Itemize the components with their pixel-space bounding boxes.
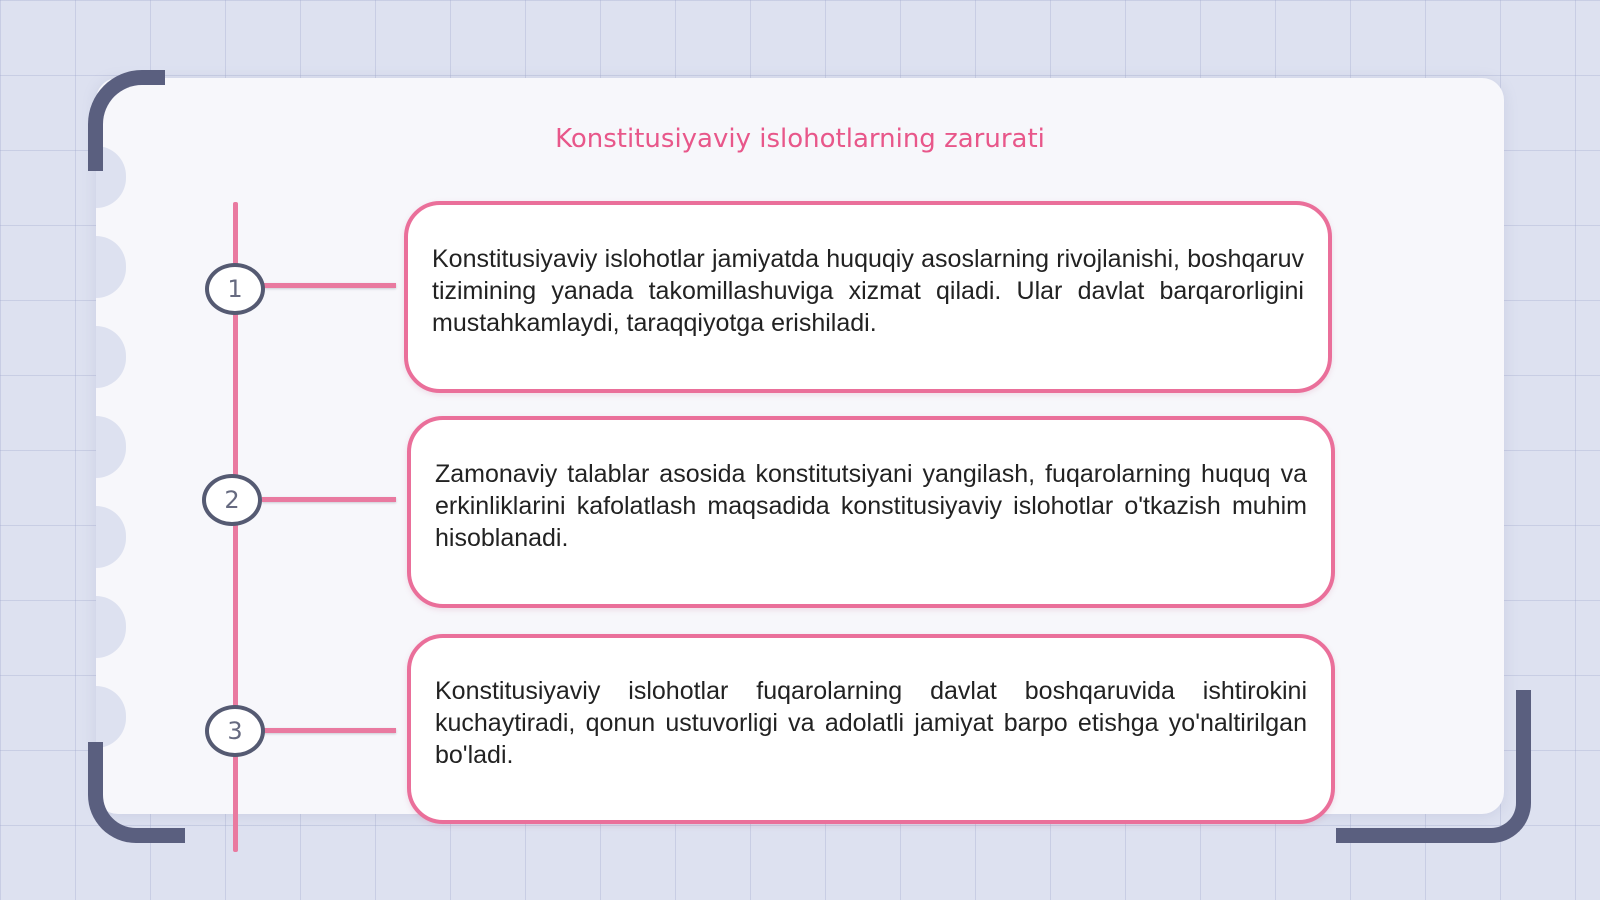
frame-corner-bottom-left xyxy=(88,742,185,843)
step-text-box xyxy=(404,201,1332,393)
step-text: Konstitusiyaviy islohotlar fuqarolarning davlat boshqaruvida ishtirokini kuchaytiradi, qonun ustuvorligi va adolatli jamiyat barpo etishga yo'naltirilgan bo'ladi. xyxy=(435,677,1307,769)
timeline-connector xyxy=(262,728,396,733)
frame-corner-bottom-right xyxy=(1336,690,1531,843)
timeline-connector xyxy=(262,283,396,288)
slide-title: Konstitusiyaviy islohotlarning zarurati xyxy=(555,124,1045,154)
step-text: Zamonaviy talablar asosida konstitutsiyani yangilash, fuqarolarning huquq va erkinliklarini kafolatlash maqsadida konstitusiyaviy islohotlar o'tkazish muhim hisoblanadi. xyxy=(435,460,1307,552)
step-number-badge: 1 xyxy=(205,263,265,315)
step-text-box xyxy=(407,634,1335,824)
step-text: Konstitusiyaviy islohotlar jamiyatda huquqiy asoslarning rivojlanishi, boshqaruv tizimining yanada takomillashuviga xizmat qiladi. Ular davlat barqarorligini mustahkamlaydi, taraqqiyotga erishiladi. xyxy=(432,245,1304,337)
step-text-box xyxy=(407,416,1335,608)
step-number-badge: 2 xyxy=(202,474,262,526)
step-number-badge: 3 xyxy=(205,705,265,757)
frame-corner-top-left xyxy=(88,70,165,171)
timeline-connector xyxy=(262,497,396,502)
